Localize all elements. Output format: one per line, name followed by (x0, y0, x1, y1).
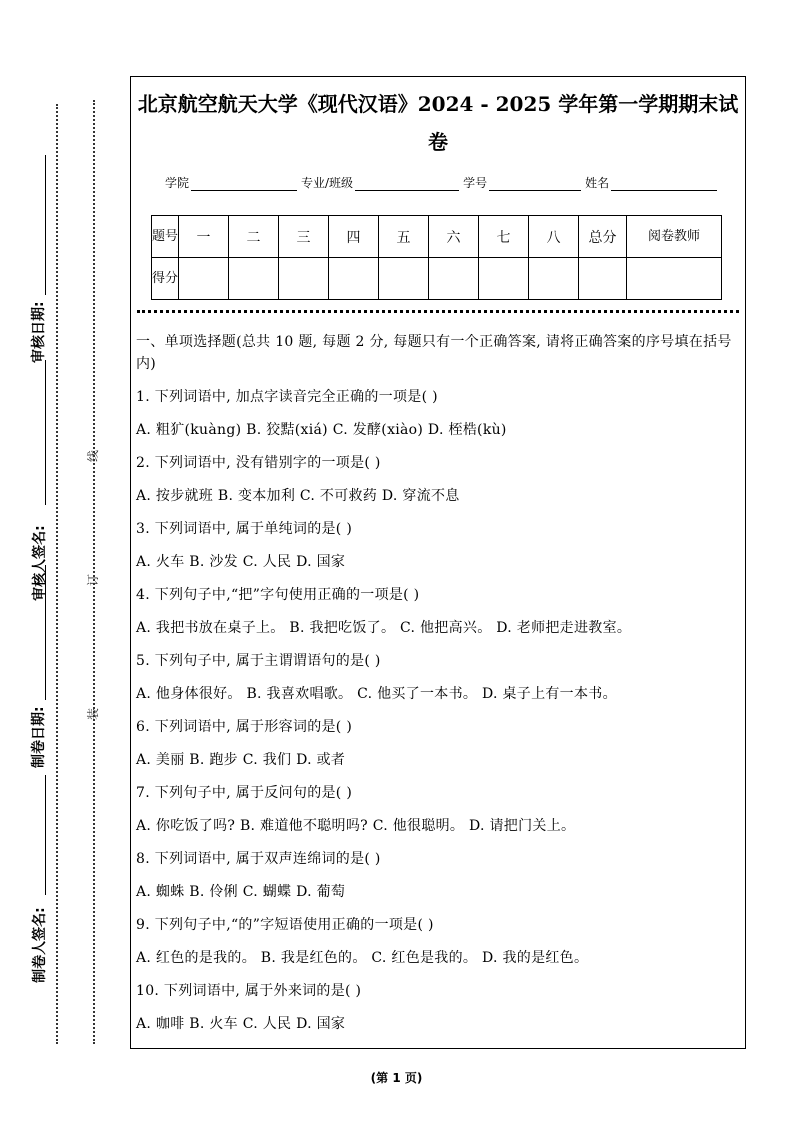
name-label: 姓名 (585, 176, 610, 190)
question-3-options: A. 火车 B. 沙发 C. 人民 D. 国家 (136, 554, 346, 570)
student-id-blank[interactable] (489, 177, 581, 191)
col-3: 三 (279, 216, 329, 258)
col-6: 六 (429, 216, 479, 258)
audit-date-label: 审核日期: (31, 301, 47, 363)
exam-title-line1: 北京航空航天大学《现代汉语》2024 - 2025 学年第一学期期末试 (137, 92, 739, 116)
auditor-signature-line (45, 360, 46, 505)
page-number: (第 1 页) (370, 1071, 423, 1085)
question-7: 7. 下列句子中, 属于反问句的是( ) (136, 785, 353, 801)
reviewer-label: 阅卷教师 (627, 216, 722, 258)
exam-frame (130, 76, 746, 1049)
question-9-options: A. 红色的是我的。 B. 我是红色的。 C. 红色是我的。 D. 我的是红色。 (136, 950, 589, 966)
score-cell-6[interactable] (429, 258, 479, 300)
question-9: 9. 下列句子中,“的”字短语使用正确的一项是( ) (136, 917, 434, 933)
question-2-options: A. 按步就班 B. 变本加利 C. 不可救药 D. 穿流不息 (136, 488, 460, 504)
question-number-label: 题号 (152, 216, 179, 258)
score-cell-total[interactable] (579, 258, 627, 300)
score-cell-3[interactable] (279, 258, 329, 300)
binding-margin (0, 0, 130, 1122)
question-3: 3. 下列词语中, 属于单纯词的是( ) (136, 521, 353, 537)
school-label: 学院 (165, 176, 190, 190)
question-4: 4. 下列句子中,“把”字句使用正确的一项是( ) (136, 587, 420, 603)
score-table-header-row (152, 216, 722, 258)
question-5: 5. 下列句子中, 属于主谓谓语句的是( ) (136, 653, 381, 669)
score-cell-4[interactable] (329, 258, 379, 300)
binding-dotted-line-outer (56, 104, 58, 1044)
question-6-options: A. 美丽 B. 跑步 C. 我们 D. 或者 (136, 752, 346, 768)
question-6: 6. 下列词语中, 属于形容词的是( ) (136, 719, 353, 735)
section-1 (136, 331, 742, 1041)
col-1: 一 (179, 216, 229, 258)
question-8-options: A. 蜘蛛 B. 伶俐 C. 蝴蝶 D. 葡萄 (136, 884, 346, 900)
school-blank[interactable] (191, 177, 297, 191)
name-blank[interactable] (611, 177, 717, 191)
exam-title-line2: 卷 (428, 130, 448, 154)
question-4-options: A. 我把书放在桌子上。 B. 我把吃饭了。 C. 他把高兴。 D. 老师把走进教室。 (136, 620, 632, 636)
total-label: 总分 (579, 216, 627, 258)
bind-char-order: 订 (86, 574, 100, 587)
major-label: 专业/班级 (301, 176, 354, 190)
composer-signature-label: 制卷人签名: (32, 907, 48, 983)
section-1-heading: 一、单项选择题(总共 10 题, 每题 2 分, 每题只有一个正确答案, 请将正确答案的序号填在括号内) (136, 334, 732, 372)
compose-date-line (45, 565, 46, 700)
question-10-options: A. 咖啡 B. 火车 C. 人民 D. 国家 (136, 1016, 346, 1032)
student-id-label: 学号 (463, 176, 488, 190)
question-1-options: A. 粗犷(kuàng) B. 狡黠(xiá) C. 发酵(xiào) D. 桎梏(kù) (136, 422, 507, 438)
bind-char-line: 线 (86, 450, 100, 463)
bind-char-pack: 装 (86, 708, 100, 721)
score-label: 得分 (152, 258, 179, 300)
col-4: 四 (329, 216, 379, 258)
question-5-options: A. 他身体很好。 B. 我喜欢唱歌。 C. 他买了一本书。 D. 桌子上有一本书。 (136, 686, 617, 702)
col-2: 二 (229, 216, 279, 258)
question-10: 10. 下列词语中, 属于外来词的是( ) (136, 983, 362, 999)
question-1: 1. 下列词语中, 加点字读音完全正确的一项是( ) (136, 389, 438, 405)
score-cell-8[interactable] (529, 258, 579, 300)
score-table (151, 215, 722, 300)
major-blank[interactable] (355, 177, 459, 191)
col-8: 八 (529, 216, 579, 258)
score-cell-5[interactable] (379, 258, 429, 300)
score-cell-7[interactable] (479, 258, 529, 300)
question-8: 8. 下列词语中, 属于双声连绵词的是( ) (136, 851, 381, 867)
score-cell-1[interactable] (179, 258, 229, 300)
score-table-score-row (152, 258, 722, 300)
composer-signature-line (45, 775, 46, 895)
compose-date-label: 制卷日期: (31, 706, 47, 768)
col-5: 五 (379, 216, 429, 258)
auditor-signature-label: 审核人签名: (32, 525, 48, 601)
section-separator (137, 310, 739, 313)
audit-date-line (45, 155, 46, 295)
col-7: 七 (479, 216, 529, 258)
student-info-row (165, 174, 721, 191)
score-cell-2[interactable] (229, 258, 279, 300)
score-cell-reviewer[interactable] (627, 258, 722, 300)
question-7-options: A. 你吃饭了吗? B. 难道他不聪明吗? C. 他很聪明。 D. 请把门关上。 (136, 818, 576, 834)
exam-title (131, 87, 745, 159)
question-2: 2. 下列词语中, 没有错别字的一项是( ) (136, 455, 381, 471)
